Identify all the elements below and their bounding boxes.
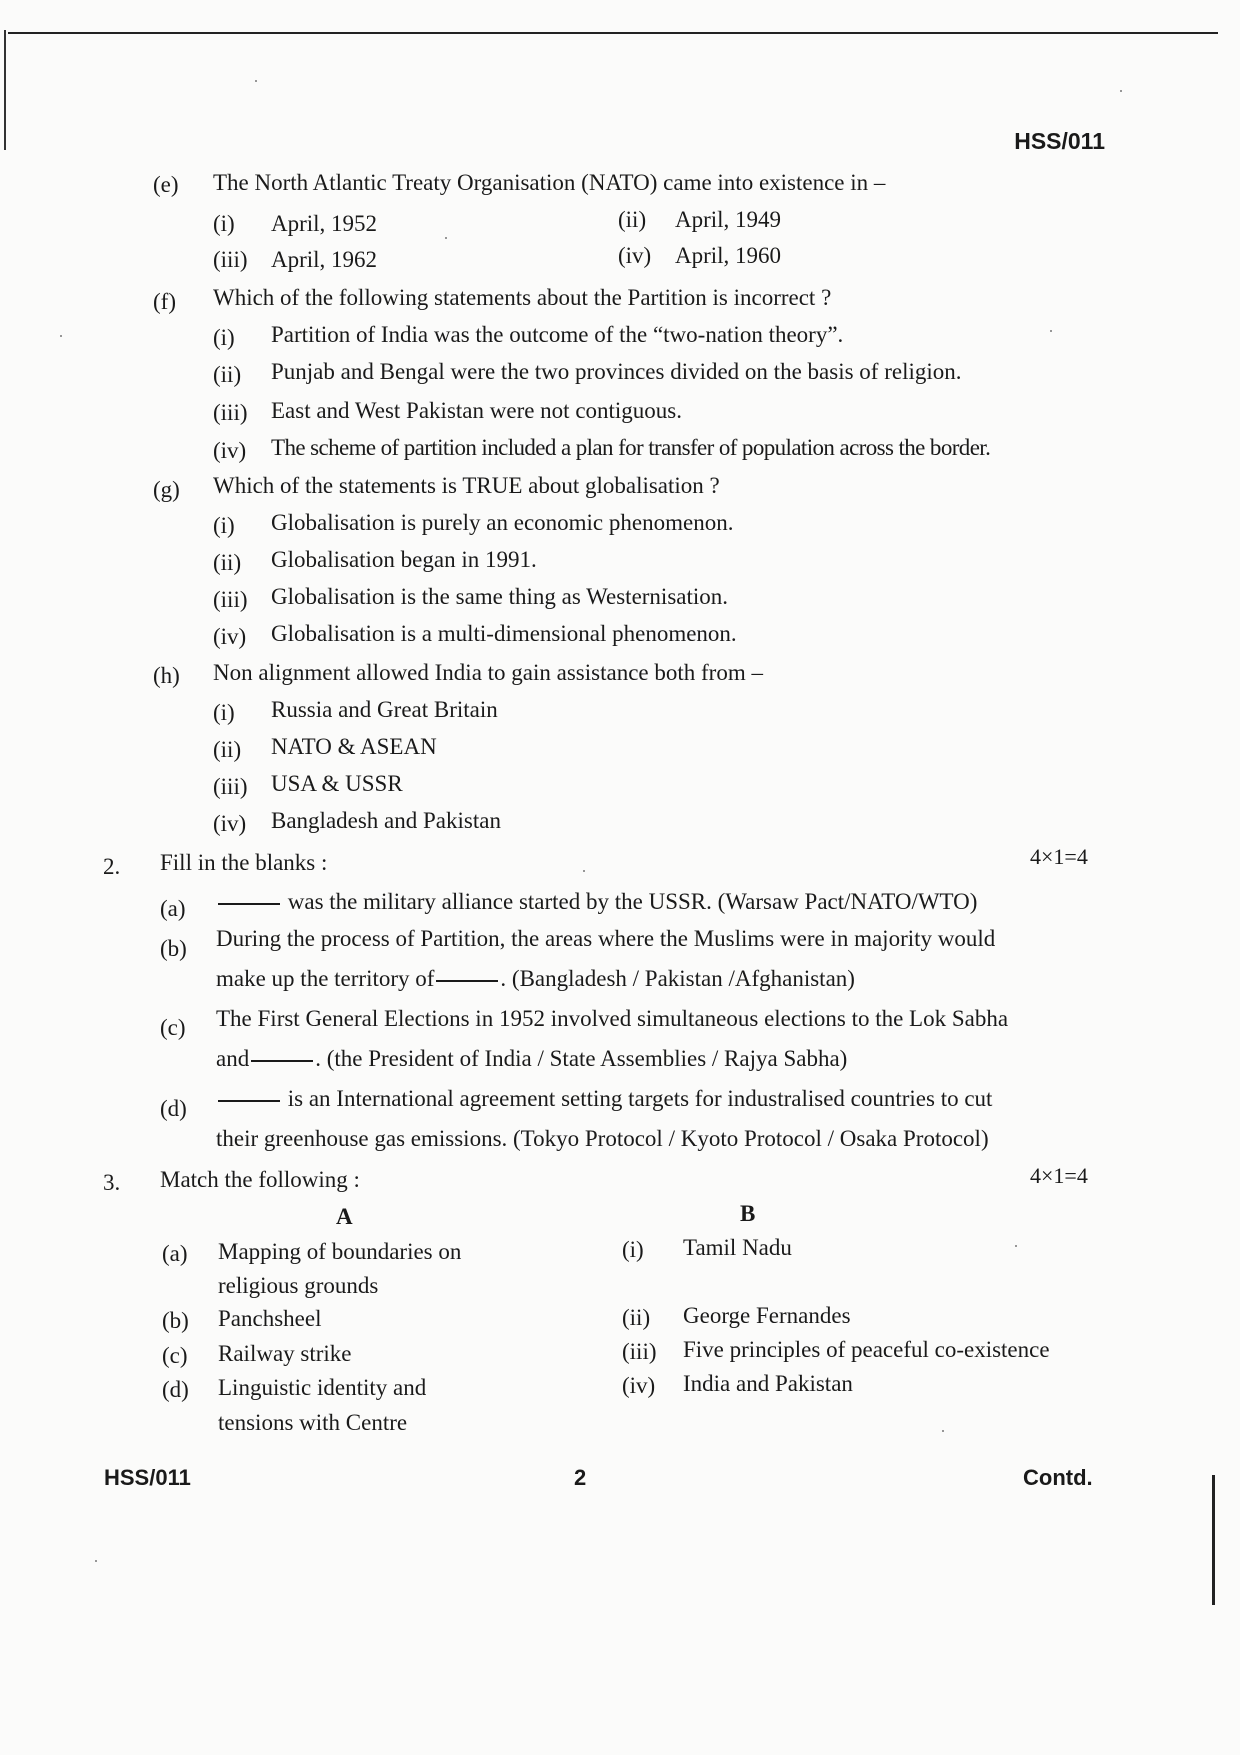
scan-speck — [1120, 90, 1122, 92]
q3-column-a-head: A — [336, 1204, 353, 1229]
q3-right-iii-text: Five principles of peaceful co-existence — [683, 1337, 1050, 1362]
q1e-opt1-text: April, 1952 — [271, 211, 378, 236]
q1g-question: Which of the statements is TRUE about globalisation ? — [213, 473, 720, 498]
q1f-opt3-text: East and West Pakistan were not contiguous. — [271, 398, 683, 423]
q2b-text-before: make up the territory of — [216, 966, 435, 991]
q2a-blank — [218, 903, 280, 905]
q2d-line2: their greenhouse gas emissions. (Tokyo Protocol / Kyoto Protocol / Osaka Protocol) — [216, 1126, 989, 1151]
scan-speck — [255, 80, 257, 82]
q3-column-b-head: B — [740, 1201, 756, 1226]
q3-marks: 4×1=4 — [1030, 1163, 1088, 1188]
q1h-opt1-text: Russia and Great Britain — [271, 697, 498, 722]
q3-left-a-line1: Mapping of boundaries on — [218, 1239, 462, 1264]
q1g-opt3-label: (iii) — [213, 587, 248, 612]
scan-speck — [60, 335, 62, 337]
q3-right-iv-text: India and Pakistan — [683, 1371, 853, 1396]
q3-title: Match the following : — [160, 1167, 360, 1192]
q3-right-iii-label: (iii) — [622, 1339, 657, 1364]
q3-right-i-text: Tamil Nadu — [683, 1235, 792, 1260]
q3-left-a-line2: religious grounds — [218, 1273, 379, 1298]
q1f-opt1-text: Partition of India was the outcome of the “two-nation theory”. — [271, 322, 844, 347]
footer-contd: Contd. — [1023, 1465, 1093, 1490]
q3-left-c-line1: Railway strike — [218, 1341, 352, 1366]
q1f-opt4-text: The scheme of partition included a plan for transfer of population across the border. — [271, 435, 991, 460]
q3-right-ii-text: George Fernandes — [683, 1303, 851, 1328]
scan-speck — [445, 237, 447, 239]
q1e-opt3-label: (iii) — [213, 247, 248, 272]
q1e-question: The North Atlantic Treaty Organisation (NATO) came into existence in – — [213, 170, 886, 195]
scan-speck — [583, 870, 585, 872]
q2a-label: (a) — [160, 896, 186, 921]
q1f-opt1-label: (i) — [213, 325, 235, 350]
q2a-line — [216, 888, 977, 916]
q2c-line1: The First General Elections in 1952 involved simultaneous elections to the Lok Sabha — [216, 1006, 1009, 1031]
q1h-opt3-label: (iii) — [213, 774, 248, 799]
q3-right-ii-label: (ii) — [622, 1305, 651, 1330]
q2a-text: was the military alliance started by the USSR. (Warsaw Pact/NATO/WTO) — [287, 889, 978, 914]
q1f-label: (f) — [153, 289, 176, 314]
footer-page-number: 2 — [574, 1465, 587, 1490]
q1f-opt2-label: (ii) — [213, 362, 242, 387]
scan-speck — [942, 1430, 944, 1432]
q3-left-d-line2: tensions with Centre — [218, 1410, 408, 1435]
q2c-line2 — [216, 1045, 847, 1073]
q3-right-i-label: (i) — [622, 1237, 644, 1262]
q1g-opt4-text: Globalisation is a multi-dimensional phenomenon. — [271, 621, 737, 646]
q2-title: Fill in the blanks : — [160, 850, 328, 875]
q1g-opt3-text: Globalisation is the same thing as Westernisation. — [271, 584, 729, 609]
q1g-opt4-label: (iv) — [213, 624, 247, 649]
q3-left-b-label: (b) — [162, 1308, 189, 1333]
q1h-question: Non alignment allowed India to gain assistance both from – — [213, 660, 763, 685]
q1e-opt1-label: (i) — [213, 211, 235, 236]
left-scan-edge — [4, 30, 6, 150]
right-scan-edge — [1212, 1475, 1215, 1605]
q1e-opt3-text: April, 1962 — [271, 247, 378, 272]
q1f-opt3-label: (iii) — [213, 400, 248, 425]
q2c-label: (c) — [160, 1015, 186, 1040]
q1h-opt2-label: (ii) — [213, 737, 242, 762]
scan-speck — [1015, 1245, 1017, 1247]
q3-left-c-label: (c) — [162, 1343, 188, 1368]
q1f-opt4-label: (iv) — [213, 438, 247, 463]
q1e-opt2-label: (ii) — [618, 207, 647, 232]
q1f-opt2-text: Punjab and Bengal were the two provinces divided on the basis of religion. — [271, 359, 962, 384]
q3-left-b-line1: Panchsheel — [218, 1306, 322, 1331]
q2-number: 2. — [103, 854, 121, 879]
q2d-label: (d) — [160, 1096, 187, 1121]
q1h-opt2-text: NATO & ASEAN — [271, 734, 437, 759]
q1g-opt2-label: (ii) — [213, 550, 242, 575]
q2b-label: (b) — [160, 936, 187, 961]
scan-speck — [95, 1560, 97, 1562]
q3-left-d-line1: Linguistic identity and — [218, 1375, 427, 1400]
q2b-line1: During the process of Partition, the areas where the Muslims were in majority would — [216, 926, 996, 951]
paper-code-header: HSS/011 — [1014, 128, 1105, 154]
footer-paper-code: HSS/011 — [104, 1465, 191, 1490]
q2c-blank — [251, 1060, 313, 1062]
q1e-opt4-label: (iv) — [618, 243, 652, 268]
q1e-opt4-text: April, 1960 — [675, 243, 782, 268]
q1g-label: (g) — [153, 477, 180, 502]
q1h-label: (h) — [153, 663, 180, 688]
q1g-opt2-text: Globalisation began in 1991. — [271, 547, 537, 572]
q2c-text-before: and — [216, 1046, 250, 1071]
q2b-line2 — [216, 965, 855, 993]
q3-left-a-label: (a) — [162, 1241, 188, 1266]
q2c-text-after: . (the President of India / State Assemblies / Rajya Sabha) — [315, 1046, 848, 1071]
q2d-line1 — [216, 1085, 992, 1113]
q1e-label: (e) — [153, 172, 179, 197]
top-border-line — [8, 32, 1218, 34]
scan-speck — [1050, 330, 1052, 332]
q3-number: 3. — [103, 1170, 121, 1195]
q1g-opt1-label: (i) — [213, 513, 235, 538]
q1h-opt3-text: USA & USSR — [271, 771, 403, 796]
q1h-opt4-label: (iv) — [213, 811, 247, 836]
q1h-opt1-label: (i) — [213, 700, 235, 725]
q3-right-iv-label: (iv) — [622, 1373, 656, 1398]
q1h-opt4-text: Bangladesh and Pakistan — [271, 808, 501, 833]
q1g-opt1-text: Globalisation is purely an economic phenomenon. — [271, 510, 734, 535]
q2b-blank — [436, 980, 498, 982]
q2d-blank — [218, 1100, 280, 1102]
q1e-opt2-text: April, 1949 — [675, 207, 782, 232]
q3-left-d-label: (d) — [162, 1377, 189, 1402]
q2d-text: is an International agreement setting targets for industralised countries to cut — [287, 1086, 993, 1111]
q2-marks: 4×1=4 — [1030, 844, 1088, 869]
q1f-question: Which of the following statements about the Partition is incorrect ? — [213, 285, 832, 310]
q2b-text-after: . (Bangladesh / Pakistan /Afghanistan) — [500, 966, 855, 991]
